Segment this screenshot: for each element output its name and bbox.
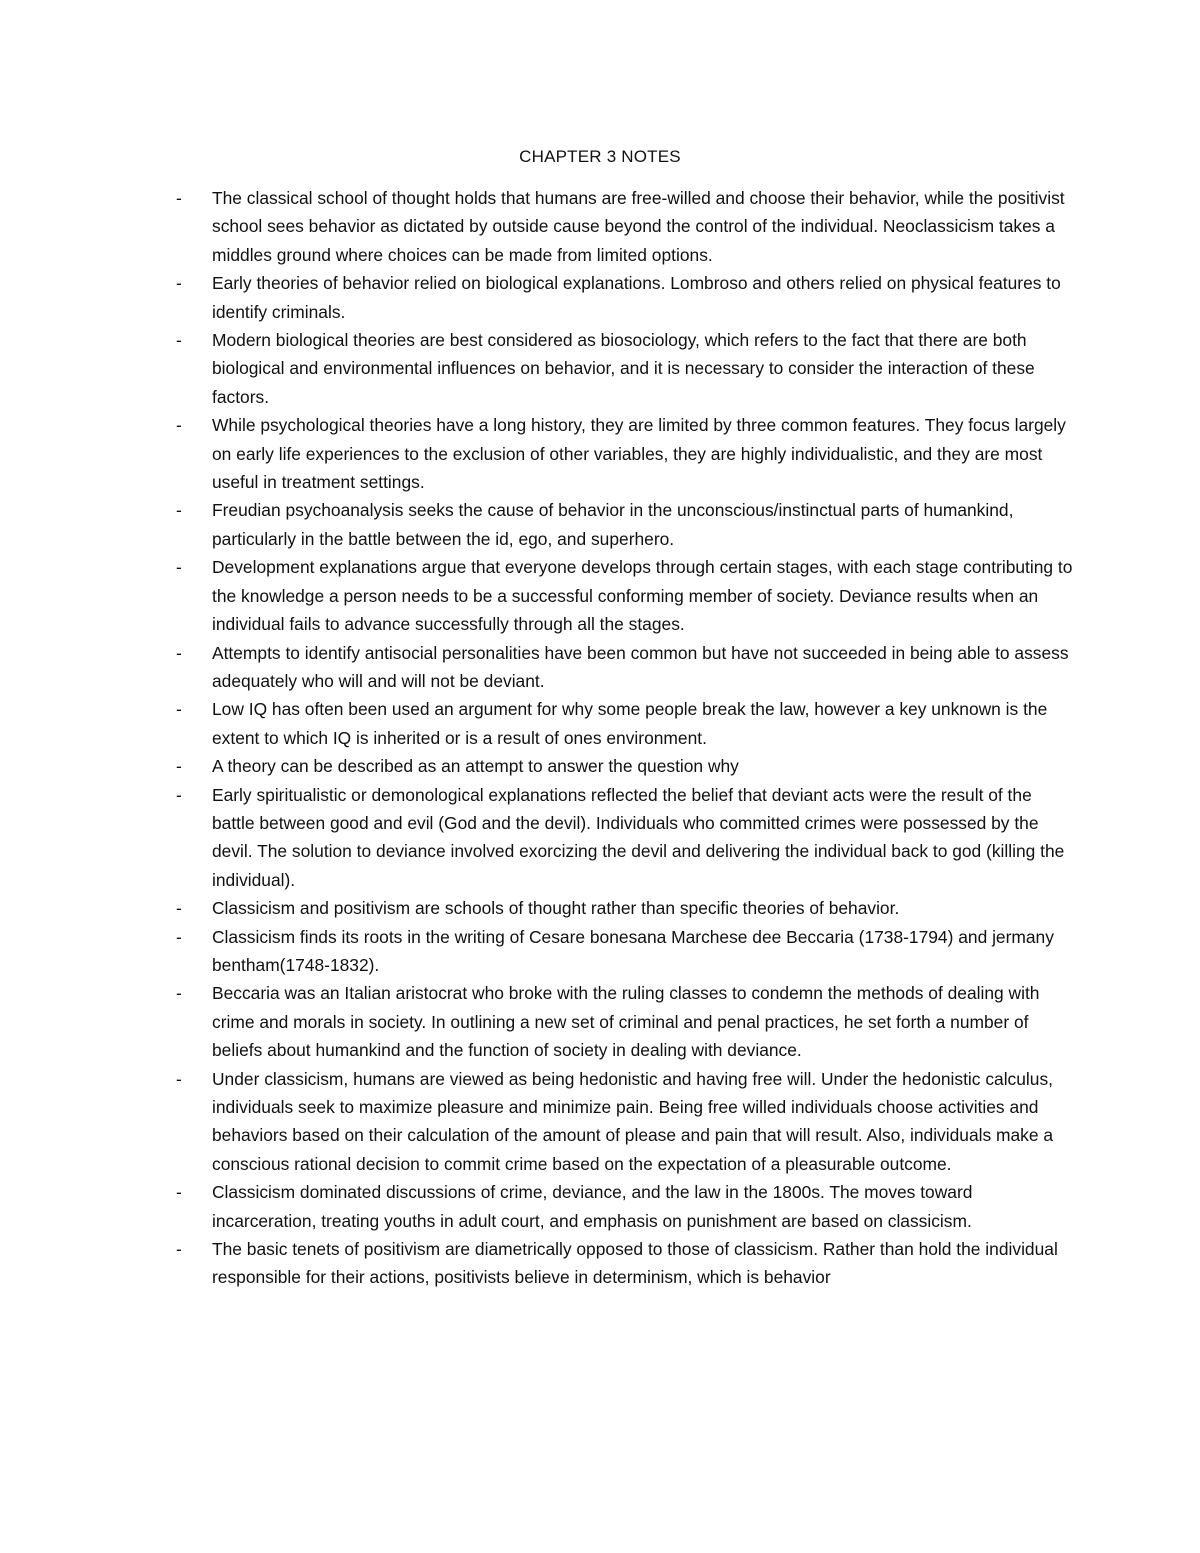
note-text: Beccaria was an Italian aristocrat who broke with the ruling classes to condemn the methods of dealing with crime and morals in society. In outlining a new set of criminal and penal practices, he set forth a number of beliefs about humankind and the function of society in dealing with deviance. <box>212 983 1040 1061</box>
bullet-dash: - <box>176 926 182 947</box>
bullet-dash: - <box>176 642 182 663</box>
note-item <box>176 1235 1076 1292</box>
bullet-dash: - <box>176 1182 182 1203</box>
bullet-dash: - <box>176 756 182 777</box>
notes-list <box>176 184 1076 1292</box>
bullet-dash: - <box>176 898 182 919</box>
note-item <box>176 1065 1076 1179</box>
note-item <box>176 326 1076 411</box>
note-text: Classicism and positivism are schools of thought rather than specific theories of behavior. <box>212 898 900 919</box>
note-text: Low IQ has often been used an argument for why some people break the law, however a key unknown is the extent to which IQ is inherited or is a result of ones environment. <box>212 699 1048 748</box>
note-text: A theory can be described as an attempt to answer the question why <box>212 756 739 777</box>
note-item <box>176 553 1076 638</box>
note-text: Classicism dominated discussions of crime, deviance, and the law in the 1800s. The moves toward incarceration, treating youths in adult court, and emphasis on punishment are based on classicism. <box>212 1182 973 1231</box>
bullet-dash: - <box>176 273 182 294</box>
bullet-dash: - <box>176 784 182 805</box>
note-text: The classical school of thought holds that humans are free-willed and choose their behavior, while the positivist school sees behavior as dictated by outside cause beyond the control of the individual. Neoclassicism takes a middles ground where choices can be made from limited options. <box>212 188 1065 265</box>
bullet-dash: - <box>176 699 182 720</box>
page-title: CHAPTER 3 NOTES <box>519 147 681 166</box>
note-text: Attempts to identify antisocial personalities have been common but have not succeeded in being able to assess adequately who will and will not be deviant. <box>212 642 1069 691</box>
bullet-dash: - <box>176 188 182 208</box>
note-text: The basic tenets of positivism are diametrically opposed to those of classicism. Rather than hold the individual responsible for their actions, positivists believe in determinism, which is behavior <box>212 1239 1058 1288</box>
bullet-dash: - <box>176 330 182 351</box>
note-text: Early theories of behavior relied on biological explanations. Lombroso and others relied on physical features to identify criminals. <box>212 273 1061 322</box>
note-item <box>176 894 1076 922</box>
note-text: Development explanations argue that everyone develops through certain stages, with each stage contributing to the knowledge a person needs to be a successful conforming member of society. Deviance results when an individual fails to advance successfully through all the stages. <box>212 557 1073 635</box>
note-item <box>176 184 1076 269</box>
note-item <box>176 269 1076 326</box>
bullet-dash: - <box>176 1068 182 1089</box>
bullet-dash: - <box>176 500 182 521</box>
note-item <box>176 496 1076 553</box>
note-item <box>176 979 1076 1064</box>
note-item <box>176 781 1076 895</box>
note-item <box>176 639 1076 696</box>
note-text: Modern biological theories are best considered as biosociology, which refers to the fact that there are both biological and environmental influences on behavior, and it is necessary to consider the interaction of these factors. <box>212 330 1035 407</box>
note-text: While psychological theories have a long history, they are limited by three common features. They focus largely on early life experiences to the exclusion of other variables, they are highly individualistic, and they are most useful in treatment settings. <box>212 415 1066 493</box>
bullet-dash: - <box>176 1239 182 1260</box>
note-item <box>176 411 1076 496</box>
bullet-dash: - <box>176 983 182 1004</box>
note-text: Classicism finds its roots in the writing of Cesare bonesana Marchese dee Beccaria (1738-1794) and jermany bentham(1748-1832). <box>212 926 1054 975</box>
note-item <box>176 752 1076 780</box>
note-item <box>176 1178 1076 1235</box>
note-item <box>176 923 1076 980</box>
note-item <box>176 695 1076 752</box>
bullet-dash: - <box>176 415 182 436</box>
note-text: Freudian psychoanalysis seeks the cause of behavior in the unconscious/instinctual parts of humankind, particularly in the battle between the id, ego, and superhero. <box>212 500 1014 549</box>
note-text: Under classicism, humans are viewed as being hedonistic and having free will. Under the hedonistic calculus, individuals seek to maximize pleasure and minimize pain. Being free willed individuals choose activities and behaviors based on their calculation of the amount of please and pain that will result. Also, individuals make a conscious rational decision to commit crime based on the expectation of a pleasurable outcome. <box>212 1068 1054 1174</box>
note-text: Early spiritualistic or demonological explanations reflected the belief that deviant acts were the result of the battle between good and evil (God and the devil). Individuals who committed crimes were possessed by the devil. The solution to deviance involved exorcizing the devil and delivering the individual back to god (killing the individual). <box>212 784 1065 890</box>
bullet-dash: - <box>176 557 182 578</box>
